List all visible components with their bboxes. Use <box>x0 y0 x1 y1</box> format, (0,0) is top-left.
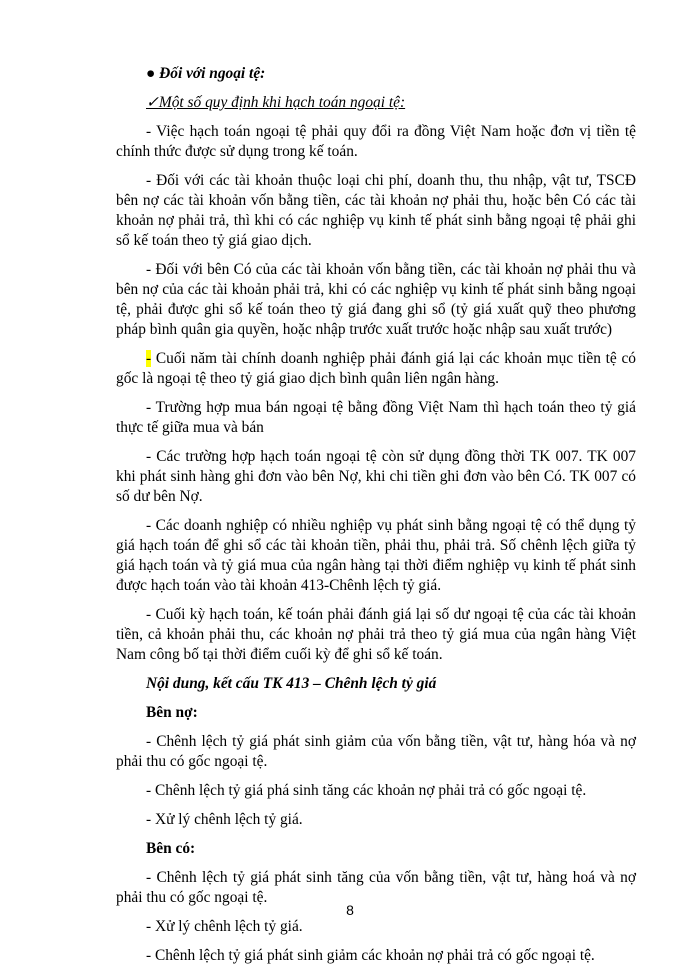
subheading: ✓Một số quy định khi hạch toán ngoại tệ: <box>146 94 406 111</box>
credit-item: - Chênh lệch tỷ giá phát sinh tăng của vốn bằng tiền, vật tư, hàng hoá và nợ phải thu có gốc ngoại tệ. <box>116 869 636 906</box>
paragraph: - Trường hợp mua bán ngoại tệ bằng đồng Việt Nam thì hạch toán theo tỷ giá thực tế giữa mua và bán <box>116 399 636 436</box>
paragraph: - Các doanh nghiệp có nhiều nghiệp vụ phát sinh bằng ngoại tệ có thể dụng tỷ giá hạch toán để ghi sổ các tài khoản tiền, phải thu, phải trả. Số chênh lệch giữa tỷ giá hạch toán và tỷ giá mua của ngân hàng tại thời điểm nghiệp vụ kinh tế phát sinh được hạch toán vào tài khoản 413-Chênh lệch tỷ giá. <box>116 517 636 594</box>
highlight-marker: - <box>146 350 152 367</box>
section-heading: ● Đối với ngoại tệ: <box>146 65 266 82</box>
paragraph: - Đối với các tài khoản thuộc loại chi phí, doanh thu, thu nhập, vật tư, TSCĐ bên nợ các tài khoản vốn bằng tiền, các tài khoản nợ phải thu, hoặc bên Có các tài khoản nợ phải trả, thì khi có các nghiệp vụ kinh tế phát sinh bằng ngoại tệ phải ghi sổ kế toán theo tỷ giá giao dịch. <box>116 172 636 249</box>
credit-label: Bên có: <box>146 840 196 857</box>
debit-item: - Xử lý chênh lệch tỷ giá. <box>146 811 303 828</box>
paragraph-text: Cuối năm tài chính doanh nghiệp phải đánh giá lại các khoản mục tiền tệ có gốc là ngoại tệ theo tỷ giá giao dịch bình quân liên ngân hàng. <box>116 350 636 387</box>
debit-label: Bên nợ: <box>146 704 198 721</box>
paragraph: - Việc hạch toán ngoại tệ phải quy đổi ra đồng Việt Nam hoặc đơn vị tiền tệ chính thức được sử dụng trong kế toán. <box>116 123 636 160</box>
account-section-title: Nội dung, kết cấu TK 413 – Chênh lệch tỷ giá <box>146 675 437 692</box>
credit-item: - Xử lý chênh lệch tỷ giá. <box>146 918 303 935</box>
credit-item: - Chênh lệch tỷ giá phát sinh giảm các khoản nợ phải trả có gốc ngoại tệ. <box>146 947 595 964</box>
highlighted-paragraph <box>116 349 636 389</box>
page-number: 8 <box>346 902 354 918</box>
debit-item: - Chênh lệch tỷ giá phát sinh giảm của vốn bằng tiền, vật tư, hàng hóa và nợ phải thu có gốc ngoại tệ. <box>116 733 636 770</box>
paragraph: - Các trường hợp hạch toán ngoại tệ còn sử dụng đồng thời TK 007. TK 007 khi phát sinh hàng ghi đơn vào bên Nợ, khi chi tiền ghi đơn vào bên Có. TK 007 có số dư bên Nợ. <box>116 448 636 505</box>
page-content <box>116 64 636 975</box>
paragraph: - Đối với bên Có của các tài khoản vốn bằng tiền, các tài khoản nợ phải thu và bên nợ của các tài khoản phải trả, khi có các nghiệp vụ kinh tế phát sinh bằng ngoại tệ, phải được ghi sổ kế toán theo tỷ giá đang ghi sổ (tỷ giá xuất quỹ theo phương pháp bình quân gia quyền, hoặc nhập trước xuất trước hoặc nhập sau xuất trước) <box>116 261 636 338</box>
paragraph: - Cuối kỳ hạch toán, kế toán phải đánh giá lại số dư ngoại tệ của các tài khoản tiền, cả khoản phải thu, các khoản nợ phải trả theo tỷ giá mua của ngân hàng Việt Nam công bố tại thời điểm cuối kỳ để ghi sổ kế toán. <box>116 606 636 663</box>
debit-item: - Chênh lệch tỷ giá phá sinh tăng các khoản nợ phải trả có gốc ngoại tệ. <box>146 782 587 799</box>
